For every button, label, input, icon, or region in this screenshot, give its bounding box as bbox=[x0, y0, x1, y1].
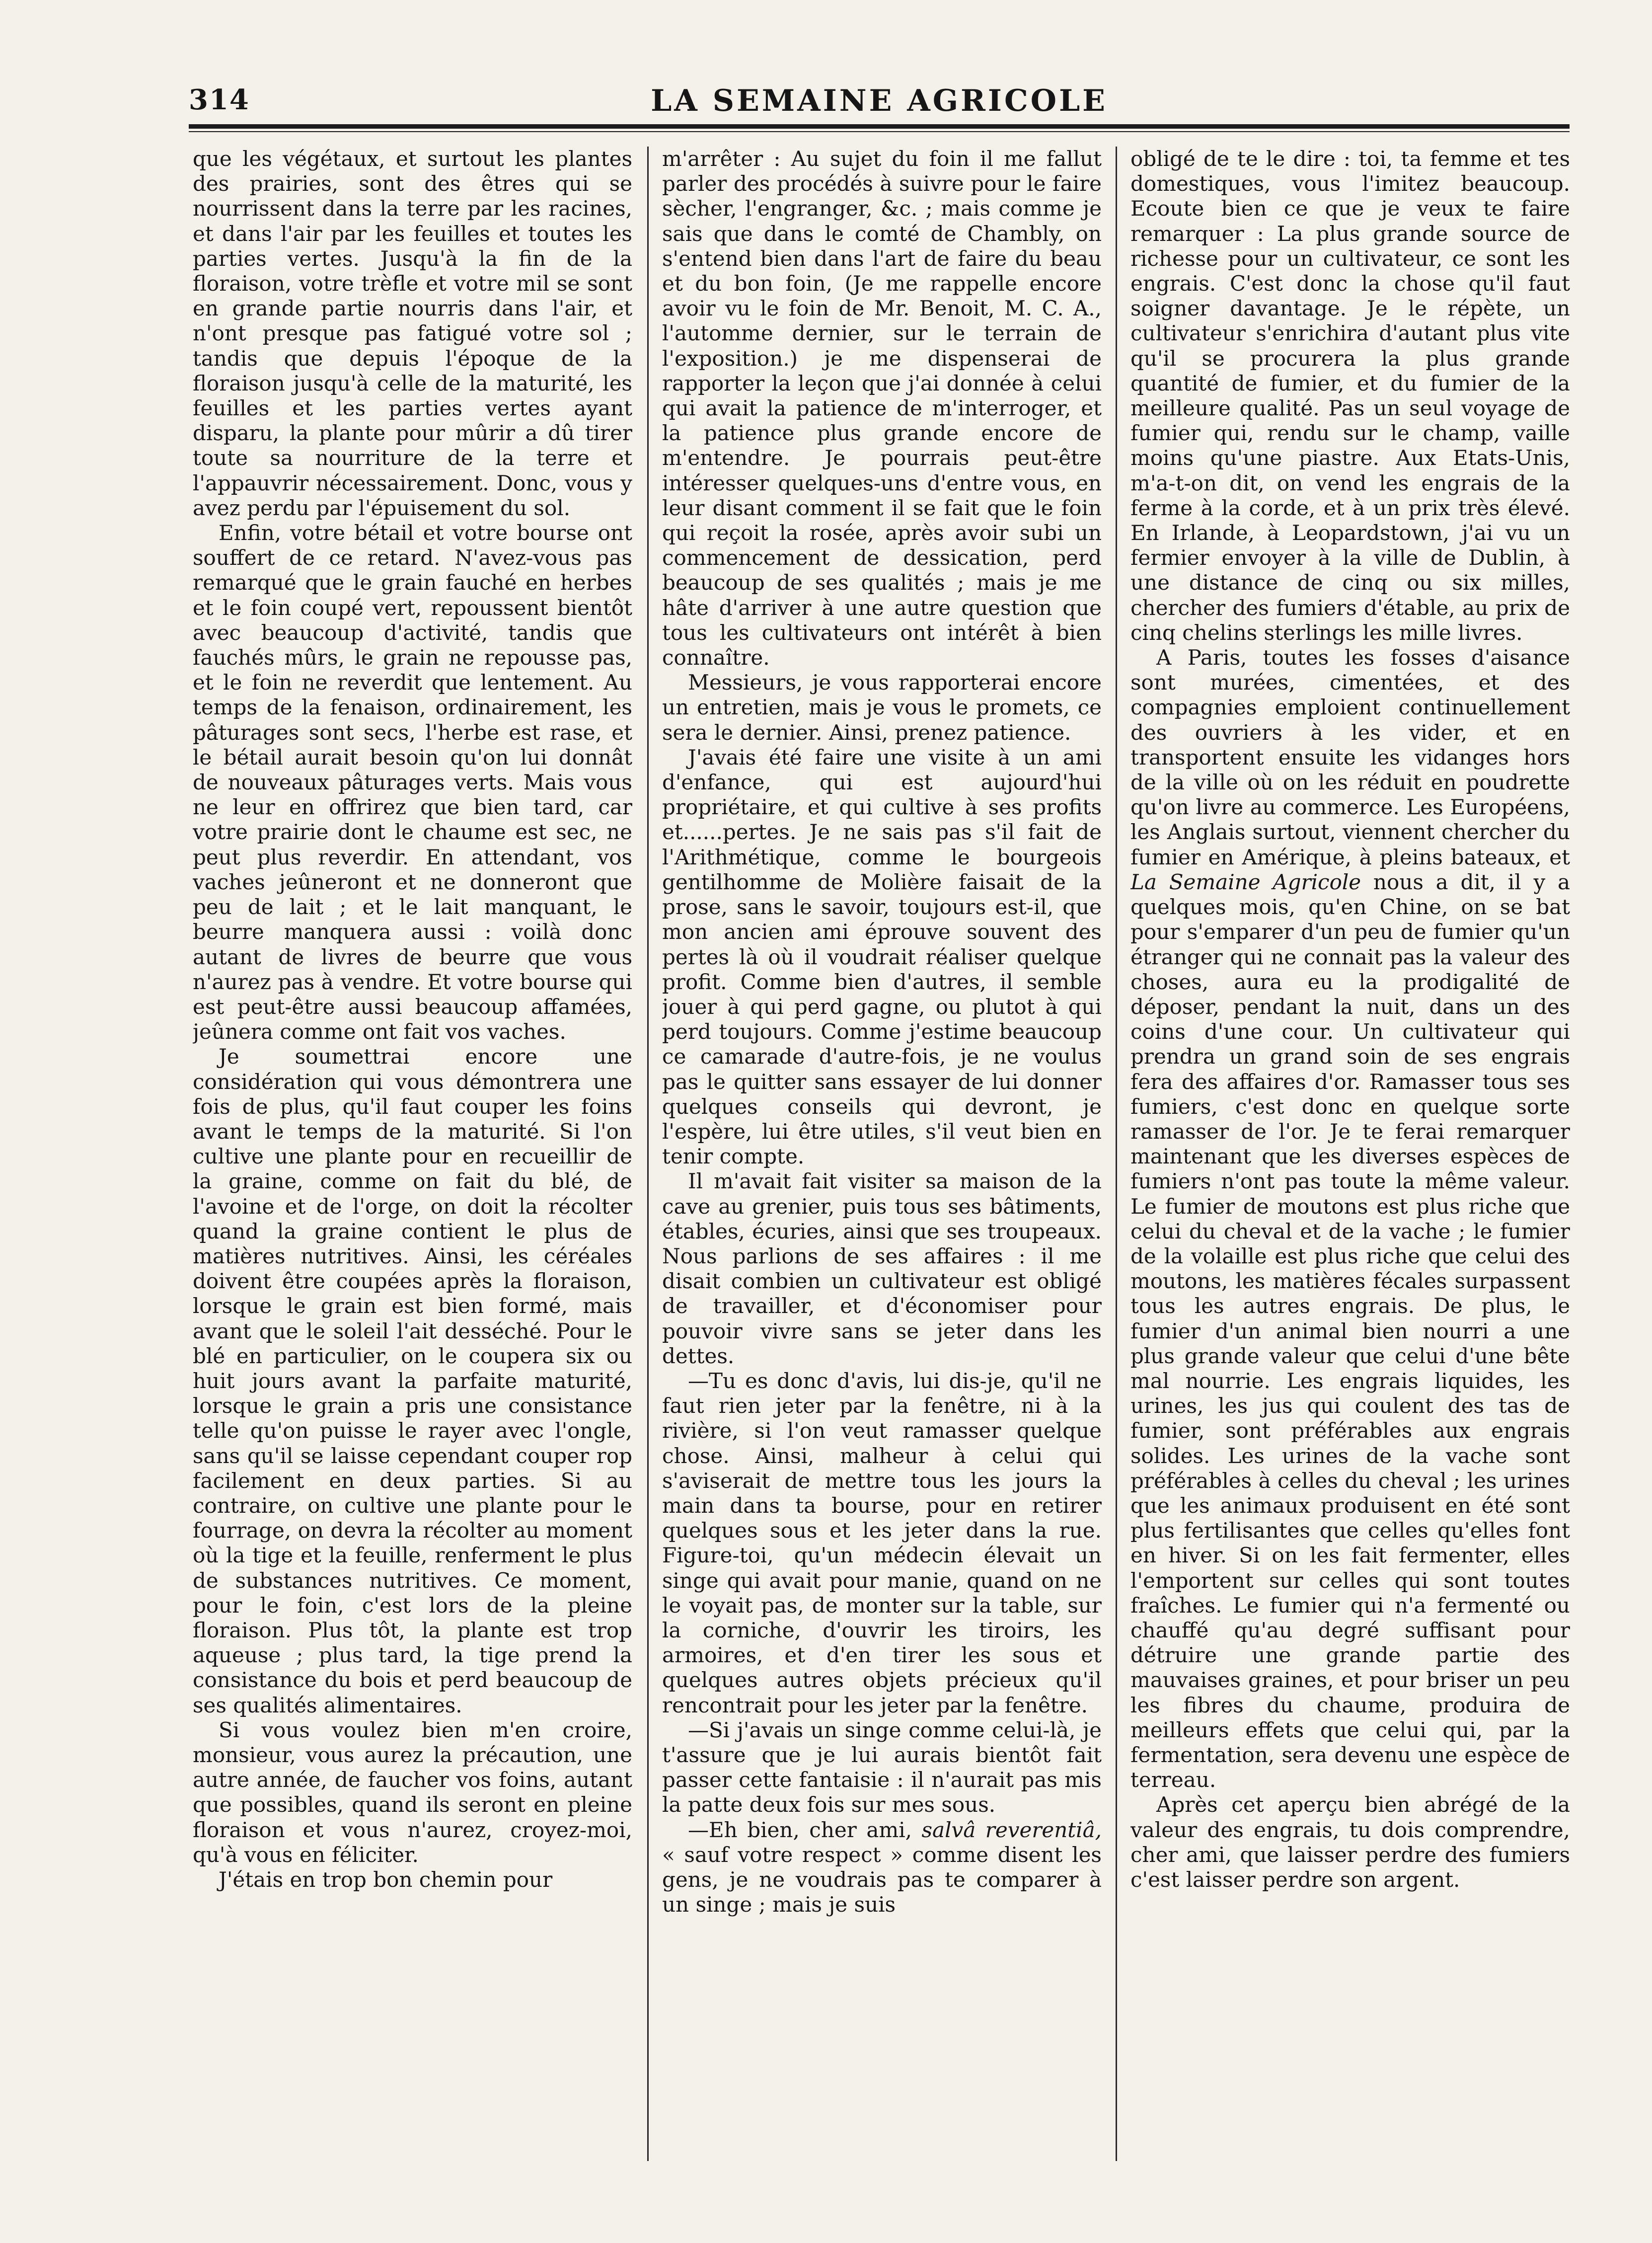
page-header bbox=[189, 83, 1570, 118]
text-column-1 bbox=[193, 147, 632, 2173]
italic-text: salvâ reverentiâ, bbox=[921, 1817, 1102, 1842]
paragraph: m'arrêter : Au sujet du foin il me fallut parler des procédés à suivre pour le faire sècher, l'engranger, &c. ; mais comme je sais que dans le comté de Chambly, on s'entend bien dans l'art de faire du beau et du bon foin, (Je me rappelle encore avoir vu le foin de Mr. Benoit, M. C. A., l'automme dernier, sur le terrain de l'exposition.) je me dispenserai de rapporter la leçon que j'ai donnée à celui qui avait la patience de m'interroger, et la patience plus grande encore de m'entendre. Je pourrais peut-être intéresser quelques-uns d'entre vous, en leur disant comment il se fait que le foin qui reçoit la rosée, après avoir subi un commencement de dessication, perd beaucoup de ses qualités ; mais je me hâte d'arriver à une autre question que tous les cultivateurs ont intérêt à bien connaître. bbox=[662, 147, 1102, 670]
paragraph: J'avais été faire une visite à un ami d'enfance, qui est aujourd'hui propriétaire, et qui cultive à ses profits et......pertes. Je ne sais pas s'il fait de l'Arithmétique, comme le bourgeois gentilhomme de Molière faisait de la prose, sans le savoir, toujours est-il, que mon ancien ami éprouve souvent des pertes là où il voudrait réaliser quelque profit. Comme bien d'autres, il semble jouer à qui perd gagne, ou plutot à qui perd toujours. Comme j'estime beaucoup ce camarade d'autre-fois, je ne voulus pas le quitter sans essayer de lui donner quelques conseils qui devront, je l'espère, lui être utiles, s'il veut bien en tenir compte. bbox=[662, 745, 1102, 1169]
paragraph: —Si j'avais un singe comme celui-là, je t'assure que je lui aurais bientôt fait passer cette fantaisie : il n'aurait pas mis la patte deux fois sur mes sous. bbox=[662, 1717, 1102, 1817]
paragraph: Messieurs, je vous rapporterai encore un entretien, mais je vous le promets, ce sera le dernier. Ainsi, prenez patience. bbox=[662, 670, 1102, 745]
header-rule-thin bbox=[189, 131, 1570, 132]
column-divider bbox=[647, 147, 649, 2161]
paragraph: Je soumettrai encore une considération qui vous démontrera une fois de plus, qu'il faut couper les foins avant le temps de la maturité. Si l'on cultive une plante pour en recueillir de la graine, comme on fait du blé, de l'avoine et de l'orge, on doit la récolter quand la graine contient le plus de matières nutritives. Ainsi, les céréales doivent être coupées après la floraison, lorsque le grain est bien formé, mais avant que le soleil l'ait desséché. Pour le blé en particulier, on le coupera six ou huit jours avant la parfaite maturité, lorsque le grain a pris une consistance telle qu'on puisse le rayer avec l'ongle, sans qu'il se laisse cependant couper rop facilement en deux parties. Si au contraire, on cultive une plante pour le fourrage, on devra la récolter au moment où la tige et la feuille, renferment le plus de substances nutritives. Ce moment, pour le foin, c'est lors de la pleine floraison. Plus tôt, la plante est trop aqueuse ; plus tard, la tige prend la consistance du bois et perd beaucoup de ses qualités alimentaires. bbox=[193, 1044, 632, 1717]
text-run: A Paris, toutes les fosses d'aisance sont murées, cimentées, et des compagnies emploient continuellement des ouvriers à les vider, et en transportent ensuite les vidanges hors de la ville où on les réduit en poudrette qu'on livre au commerce. Les Européens, les Anglais surtout, viennent chercher du fumier en Amérique, à pleins bateaux, et bbox=[1130, 645, 1570, 869]
text-column-3 bbox=[1130, 147, 1570, 2173]
column-divider bbox=[1116, 147, 1117, 2161]
paragraph: obligé de te le dire : toi, ta femme et tes domestiques, vous l'imitez beaucoup. Ecoute bien ce que je veux te faire remarquer : La plus grande source de richesse pour un cultivateur, ce sont les engrais. C'est donc la chose qu'il faut soigner davantage. Je le répète, un cultivateur s'enrichira d'autant plus vite qu'il se procurera la plus grande quantité de fumier, et du fumier de la meilleure qualité. Pas un seul voyage de fumier qui, rendu sur le champ, vaille moins qu'une piastre. Aux Etats-Unis, m'a-t-on dit, on vend les engrais de la ferme à la corde, et à un prix très élevé. En Irlande, à Leopardstown, j'ai vu un fermier envoyer à la ville de Dublin, à une distance de cinq ou six milles, chercher des fumiers d'étable, au prix de cinq chelins sterlings les mille livres. bbox=[1130, 147, 1570, 645]
paragraph: J'étais en trop bon chemin pour bbox=[219, 1867, 553, 1892]
text-run: « sauf votre respect » comme disent les gens, je ne voudrais pas te comparer à un singe ; mais je suis bbox=[662, 1842, 1102, 1917]
paragraph: Enfin, votre bétail et votre bourse ont souffert de ce retard. N'avez-vous pas remarqué que le grain fauché en herbes et le foin coupé vert, repoussent bientôt avec beaucoup d'activité, tandis que fauchés mûrs, le grain ne repousse pas, et le foin ne reverdit que lentement. Au temps de la fenaison, ordinairement, les pâturages sont secs, l'herbe est rase, et le bétail aurait besoin qu'on lui donnât de nouveaux pâturages verts. Mais vous ne leur en offrirez que bien tard, car votre prairie dont le chaume est sec, ne peut plus reverdir. En attendant, vos vaches jeûneront et ne donneront que peu de lait ; et le lait manquant, le beurre manquera aussi : voilà donc autant de livres de beurre que vous n'aurez pas à vendre. Et votre bourse qui est peut-être aussi beaucoup affamées, jeûnera comme ont fait vos vaches. bbox=[193, 521, 632, 1044]
page-number: 314 bbox=[189, 83, 250, 116]
paragraph bbox=[662, 1818, 1102, 1918]
italic-text: La Semaine Agricole bbox=[1130, 869, 1361, 894]
paragraph: —Tu es donc d'avis, lui dis-je, qu'il ne faut rien jeter par la fenêtre, ni à la rivière, si l'on veut ramasser quelque chose. Ainsi, malheur à celui qui s'aviserait de mettre tous les jours la main dans ta bourse, pour en retirer quelques sous et les jeter dans la rue. Figure-toi, qu'un médecin élevait un singe qui avait pour manie, quand on ne le voyait pas, de monter sur la table, sur la corniche, d'ouvrir les tiroirs, les armoires, et d'en tirer les sous et quelques autres objets précieux qu'il rencontrait pour les jeter par la fenêtre. bbox=[662, 1368, 1102, 1717]
text-run: —Eh bien, cher ami, bbox=[688, 1817, 922, 1842]
header-rule bbox=[189, 124, 1570, 129]
paragraph: Si vous voulez bien m'en croire, monsieur, vous aurez la précaution, une autre année, de faucher vos foins, autant que possibles, quand ils seront en pleine floraison et vous n'aurez, croyez-moi, qu'à vous en féliciter. bbox=[193, 1717, 632, 1867]
text-run: nous a dit, il y a quelques mois, qu'en Chine, on se bat pour s'emparer d'un peu de fumier qu'un étranger qui ne connait pas la valeur des choses, aura eu la prodigalité de déposer, pendant la nuit, dans un des coins d'une cour. Un cultivateur qui prendra un grand soin de ses engrais fera des affaires d'or. Ramasser tous ses fumiers, c'est donc en quelque sorte ramasser de l'or. Je te ferai remarquer maintenant que les diverses espèces de fumiers n'ont pas toute la même valeur. Le fumier de moutons est plus riche que celui du cheval et de la vache ; le fumier de la volaille est plus riche que celui des moutons, les matières fécales surpassent tous les autres engrais. De plus, le fumier d'un animal bien nourri a une plus grande valeur que celui d'une bête mal nourrie. Les engrais liquides, les urines, les jus qui coulent des tas de fumier, sont préférables aux engrais solides. Les urines de la vache sont préférables à celles du cheval ; les urines que les animaux produisent en été sont plus fertilisantes que celles qu'elles font en hiver. Si on les fait fermenter, elles l'emportent sur celles qui sont toutes fraîches. Le fumier qui n'a fermenté ou chauffé qu'au degré suffisant pour détruire une grande partie des mauvaises graines, et pour briser un peu les fibres du chaume, produira de meilleurs effets que celui qui, par la fermentation, sera devenu une espèce de terreau. bbox=[1130, 869, 1570, 1792]
paragraph bbox=[1130, 645, 1570, 1792]
paragraph: Après cet aperçu bien abrégé de la valeur des engrais, tu dois comprendre, cher ami, que laisser perdre des fumiers c'est laisser perdre son argent. bbox=[1130, 1792, 1570, 1892]
paragraph: que les végétaux, et surtout les plantes des prairies, sont des êtres qui se nourrissent dans la terre par les racines, et dans l'air par les feuilles et toutes les parties vertes. Jusqu'à la fin de la floraison, votre trèfle et votre mil se sont en grande partie nourris dans l'air, et n'ont presque pas fatigué votre sol ; tandis que depuis l'époque de la floraison jusqu'à celle de la maturité, les feuilles et les parties vertes ayant disparu, la plante pour mûrir a dû tirer toute sa nourriture de la terre et l'appauvrir nécessairement. Donc, vous y avez perdu par l'épuisement du sol. bbox=[193, 147, 632, 520]
paragraph: Il m'avait fait visiter sa maison de la cave au grenier, puis tous ses bâtiments, étables, écuries, ainsi que ses troupeaux. Nous parlions de ses affaires : il me disait combien un cultivateur est obligé de travailler, et d'économiser pour pouvoir vivre sans se jeter dans les dettes. bbox=[662, 1169, 1102, 1368]
text-column-2 bbox=[662, 147, 1102, 2173]
journal-title: LA SEMAINE AGRICOLE bbox=[651, 83, 1108, 118]
